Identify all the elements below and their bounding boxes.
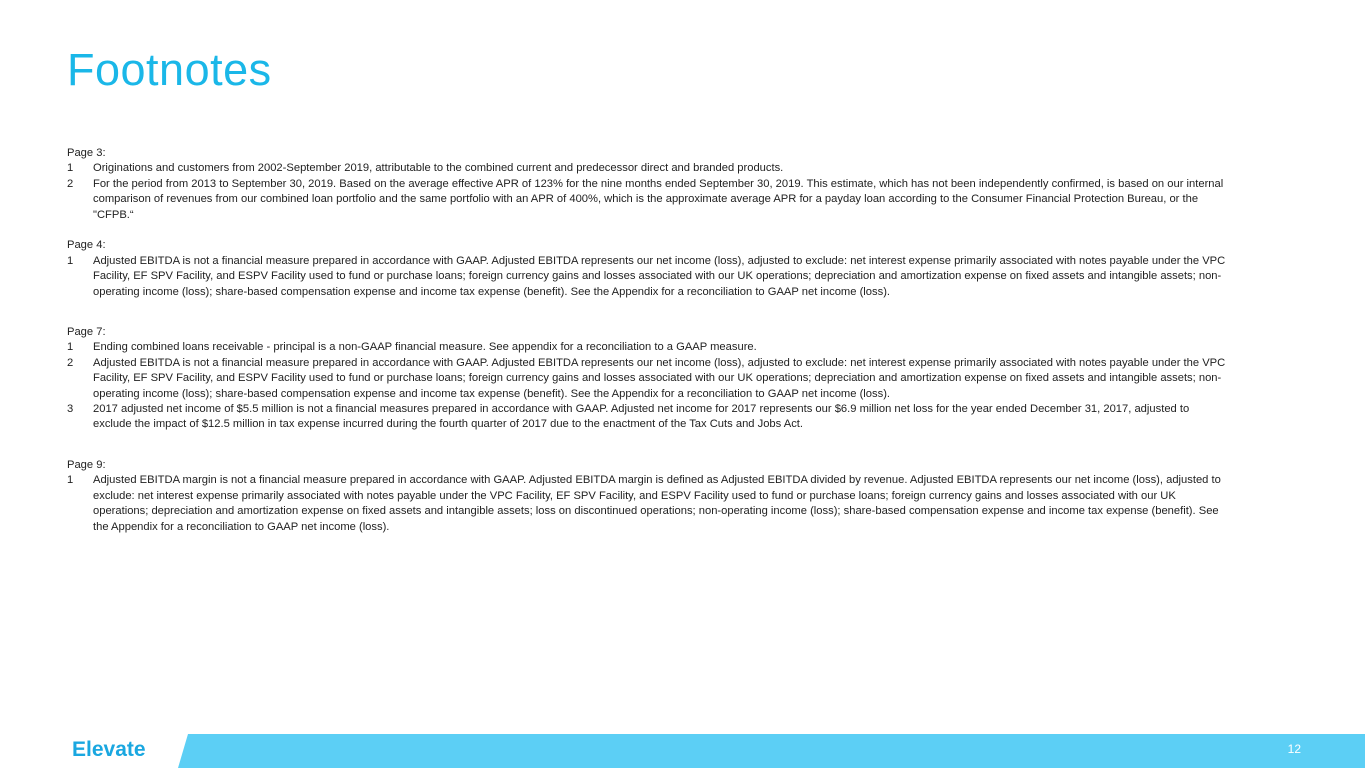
footnote-item <box>67 402 1227 433</box>
footnote-item <box>67 356 1227 402</box>
footnote-text: Ending combined loans receivable - principal is a non-GAAP financial measure. See appendix for a reconciliation to a GAAP measure. <box>93 341 757 354</box>
footnote-number: 2 <box>67 177 74 190</box>
footnote-text: For the period from 2013 to September 30, 2019. Based on the average effective APR of 123% for the nine months ended September 30, 2019. This estimate, which has not been independently confirmed, is based on our internal comparison of revenues from our combined loan portfolio and the same portfolio with an APR of 400%, which is the approximate average APR for a payday loan according to the Consumer Financial Protection Bureau, or the "CFPB.“ <box>93 177 1224 221</box>
footnote-number: 1 <box>67 254 74 267</box>
footnote-section-page-3 <box>67 146 1227 223</box>
footnote-number: 1 <box>67 474 74 487</box>
footnote-number: 1 <box>67 341 74 354</box>
footnote-section-page-7 <box>67 325 1227 433</box>
footnote-item <box>67 473 1227 535</box>
footnote-item <box>67 177 1227 223</box>
section-heading: Page 7: <box>67 326 106 339</box>
footnote-text: Adjusted EBITDA is not a financial measure prepared in accordance with GAAP. Adjusted EBITDA represents our net income (loss), adjusted to exclude: net interest expense primarily associated with notes payable under the VPC Facility, EF SPV Facility, and ESPV Facility used to fund or purchase loans; foreign currency gains and losses associated with our UK operations; depreciation and amortization expense on fixed assets and intangible assets; non-operating income (loss); share-based compensation expense and income tax expense (benefit). See the Appendix for a reconciliation to GAAP net income (loss). <box>93 356 1226 400</box>
footnote-text: Adjusted EBITDA margin is not a financial measure prepared in accordance with GAAP. Adjusted EBITDA margin is defined as Adjusted EBITDA divided by revenue. Adjusted EBITDA represents our net income (loss), adjusted to exclude: net interest expense primarily associated with notes payable under the VPC Facility, EF SPV Facility, and ESPV Facility used to fund or purchase loans; foreign currency gains and losses associated with our UK operations; depreciation and amortization expense on fixed assets and intangible assets; loss on discontinued operations; non-operating income (loss); share-based compensation expense and income tax expense (benefit). See the Appendix for a reconciliation to GAAP net income (loss). <box>93 474 1221 533</box>
svg-text:Elevate: Elevate <box>72 738 146 761</box>
footnote-item <box>67 161 1227 176</box>
footnote-text: Adjusted EBITDA is not a financial measure prepared in accordance with GAAP. Adjusted EBITDA represents our net income (loss), adjusted to exclude: net interest expense primarily associated with notes payable under the VPC Facility, EF SPV Facility, and ESPV Facility used to fund or purchase loans; foreign currency gains and losses associated with our UK operations; depreciation and amortization expense on fixed assets and intangible assets; non-operating income (loss); share-based compensation expense and income tax expense (benefit). See the Appendix for a reconciliation to GAAP net income (loss). <box>93 254 1226 298</box>
footer-band <box>0 734 1365 768</box>
footnote-section-page-4 <box>67 238 1227 300</box>
section-heading: Page 9: <box>67 458 106 471</box>
footnotes-body <box>67 146 1227 535</box>
footnote-text: 2017 adjusted net income of $5.5 million is not a financial measures prepared in accordance with GAAP. Adjusted net income for 2017 represents our $6.9 million net loss for the year ended December 31, 2017, adjusted to exclude the impact of $12.5 million in tax expense incurred during the fourth quarter of 2017 due to the enactment of the Tax Cuts and Jobs Act. <box>93 403 1190 431</box>
footnote-item <box>67 340 1227 355</box>
footnote-number: 3 <box>67 403 74 416</box>
elevate-logo <box>72 737 156 761</box>
section-heading: Page 4: <box>67 239 106 252</box>
section-heading: Page 3: <box>67 147 106 159</box>
footnote-number: 1 <box>67 162 74 175</box>
page-title: Footnotes <box>67 44 272 95</box>
footnote-number: 2 <box>67 356 74 369</box>
footnote-text: Originations and customers from 2002-September 2019, attributable to the combined current and predecessor direct and branded products. <box>93 162 784 175</box>
footnote-section-page-9 <box>67 458 1227 535</box>
page-number: 12 <box>1287 742 1301 756</box>
footnote-item <box>67 254 1227 300</box>
